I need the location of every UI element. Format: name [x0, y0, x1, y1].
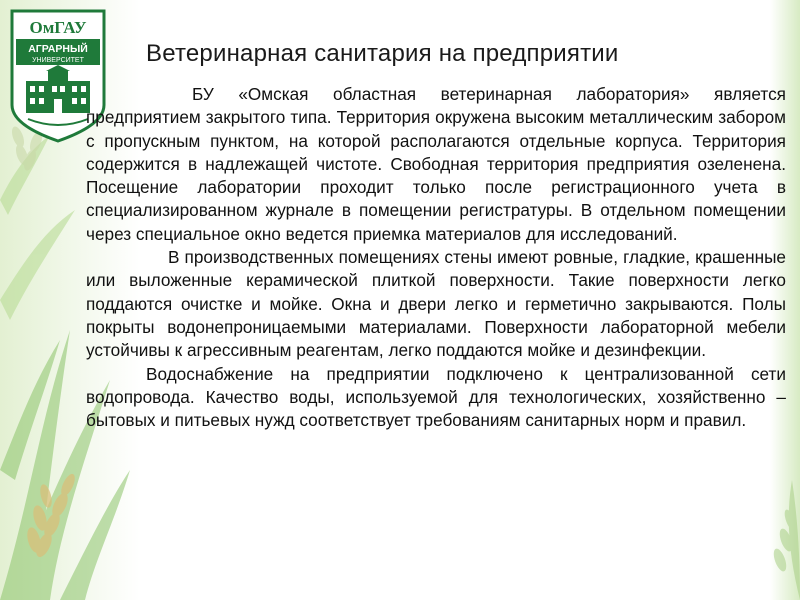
svg-text:АГРАРНЫЙ: АГРАРНЫЙ — [28, 43, 88, 55]
paragraph-water-supply: Водоснабжение на предприятии подключено к централизованной сети водопровода. Качество воды, используемой для технологических, хозяйственно – бытовых и питьевых нужд соответствует требованиям санитарных норм и правил. — [86, 363, 786, 431]
svg-text:УНИВЕРСИТЕТ: УНИВЕРСИТЕТ — [32, 57, 84, 64]
paragraph-territory: БУ «Омская областная ветеринарная лаборатория» является предприятием закрытого типа. Территория окружена высоким металлическим забором с пропускным пунктом, на которой располагаются отдельные корпуса. Территория содержится в надлежащей чистоте. Свободная территория предприятия озеленена. Посещение лаборатории проходит только после регистрационного учета в специализированном журнале в помещении регистратуры. В отдельном помещении через специальное окно ведется приемка материалов для исследований. — [86, 84, 786, 244]
paragraph-premises: В производственных помещениях стены имеют ровные, гладкие, крашенные или выложенные керамической плиткой поверхности. Такие поверхности легко поддаются очистке и мойке. Окна и двери легко и герметично закрываются. Полы покрыты водонепроницаемыми материалами. Поверхности лабораторной мебели устойчивы к агрессивным реагентам, легко поддаются мойке и дезинфекции. — [86, 247, 786, 361]
svg-text:ОмГАУ: ОмГАУ — [29, 18, 87, 37]
slide-content — [86, 83, 786, 432]
slide-title: Ветеринарная санитария на предприятии — [146, 40, 619, 67]
